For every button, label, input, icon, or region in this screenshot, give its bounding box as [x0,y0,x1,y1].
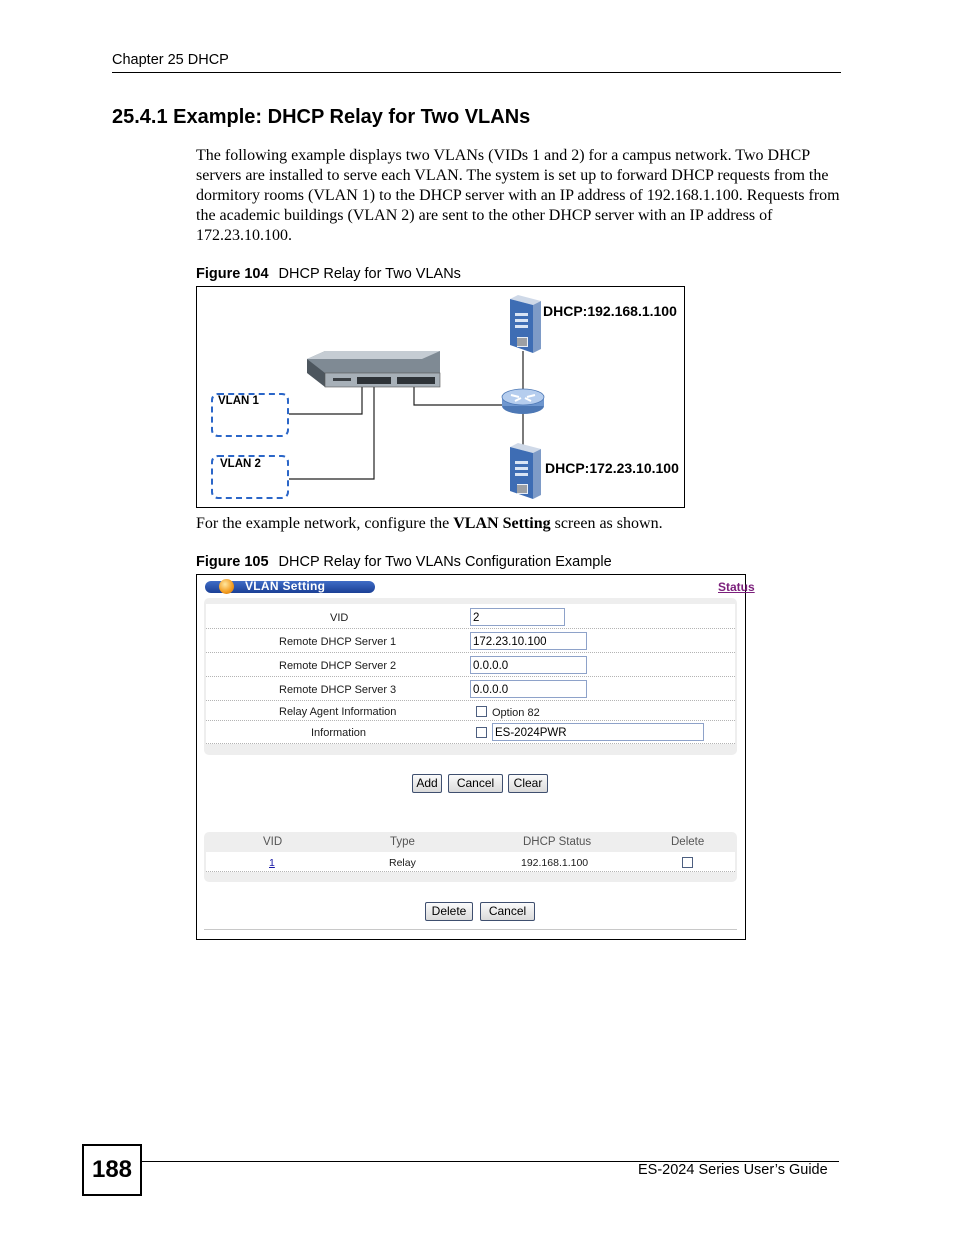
table-header-delete: Delete [671,836,705,848]
vid-label: VID [330,612,349,624]
figure-105-caption [196,554,612,570]
config-instruction [196,515,663,533]
guide-title: ES-2024 Series User’s Guide [638,1162,828,1178]
table-row [206,852,735,872]
dhcp-server-1-icon [510,295,541,353]
option82-label: Option 82 [492,707,540,719]
router-icon [502,389,544,414]
switch-router-link [414,387,502,405]
dhcp-server-2-label: DHCP:172.23.10.100 [545,460,679,476]
figure-105-title: DHCP Relay for Two VLANs Configuration Example [278,554,612,570]
config-instruction-start: For the example network, configure the [196,515,454,532]
table-row-type: Relay [389,857,416,869]
intro-paragraph: The following example displays two VLANs (VIDs 1 and 2) for a campus network. Two DHCP servers are installed to serve each VLAN. The system is set up to forward DHCP requests from the dormitory rooms (VLAN 1) to the DHCP server with an IP address of 192.168.1.100. Requests from the academic buildings (VLAN 2) are sent to the other DHCP server with an IP address of 172.23.10.100. [196,147,840,244]
vlan-table [204,832,737,882]
status-link[interactable]: Status [718,580,755,594]
server2-label: Remote DHCP Server 2 [279,660,397,672]
dhcp-server-2-icon [510,443,541,499]
table-row-delete-checkbox[interactable] [682,857,693,868]
page-number: 188 [82,1144,142,1196]
table-row-vid-link[interactable]: 1 [269,857,275,869]
section-title: 25.4.1 Example: DHCP Relay for Two VLANs [112,106,531,128]
vlan1-link [289,387,362,414]
information-checkbox[interactable] [476,727,487,738]
dhcp-server-1-label: DHCP:192.168.1.100 [543,303,677,319]
server3-row [206,677,735,701]
server2-input[interactable]: 0.0.0.0 [470,656,587,674]
table-row-dhcp-status: 192.168.1.100 [521,857,589,869]
vlan2-label: VLAN 2 [220,458,261,470]
title-orb-icon [219,579,234,594]
information-label: Information [311,727,367,739]
table-cancel-button[interactable]: Cancel [480,902,535,921]
relay-agent-label: Relay Agent Information [279,706,397,718]
figure-104-title: DHCP Relay for Two VLANs [278,266,461,282]
figure-104-caption [196,266,461,282]
config-instruction-end: screen as shown. [550,515,663,532]
form-panel [204,598,737,755]
switch-icon [307,351,440,387]
vid-input[interactable]: 2 [470,608,565,626]
server3-input[interactable]: 0.0.0.0 [470,680,587,698]
vlan2-link [289,387,374,479]
information-input[interactable]: ES-2024PWR [492,723,704,741]
add-button[interactable]: Add [412,774,442,793]
delete-button[interactable]: Delete [425,902,473,921]
vid-row [206,604,735,629]
screen-title: VLAN Setting [245,579,326,593]
figure-104-number: Figure 104 [196,266,269,282]
header-rule [112,72,841,73]
table-header-dhcp-status: DHCP Status [523,836,592,848]
server3-label: Remote DHCP Server 3 [279,684,397,696]
server1-input[interactable]: 172.23.10.100 [470,632,587,650]
config-instruction-bold: VLAN Setting [453,515,551,532]
vlan-setting-screen [196,574,755,940]
figure-105-number: Figure 105 [196,554,269,570]
server1-row [206,629,735,653]
table-header-vid: VID [263,836,283,848]
option82-checkbox[interactable] [476,706,487,717]
chapter-header: Chapter 25 DHCP [112,52,229,68]
cancel-button[interactable]: Cancel [448,774,503,793]
screen-bottom-rule [204,929,737,930]
relay-agent-row [206,701,735,721]
information-row [206,721,735,744]
table-header-type: Type [390,836,415,848]
server2-row [206,653,735,677]
network-diagram [196,286,685,508]
clear-button[interactable]: Clear [508,774,548,793]
vlan1-label: VLAN 1 [218,395,259,407]
server1-label: Remote DHCP Server 1 [279,636,397,648]
